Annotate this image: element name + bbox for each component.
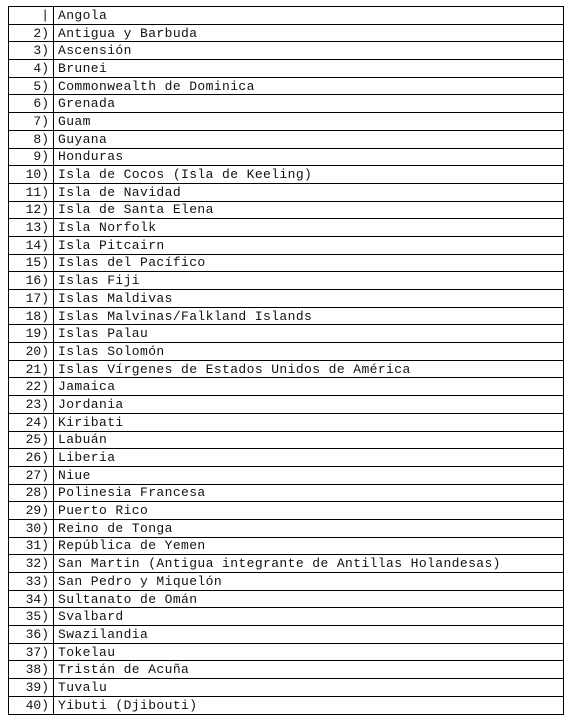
row-number: 16): [9, 272, 54, 290]
territory-name: Antigua y Barbuda: [54, 24, 564, 42]
territory-name: San Pedro y Miquelón: [54, 573, 564, 591]
row-number: 29): [9, 502, 54, 520]
table-row: [9, 95, 564, 113]
row-number: 5): [9, 77, 54, 95]
territory-name: Islas Palau: [54, 325, 564, 343]
table-row: [9, 183, 564, 201]
territory-name: Puerto Rico: [54, 502, 564, 520]
table-row: [9, 130, 564, 148]
territory-name: Isla Norfolk: [54, 219, 564, 237]
territory-name: Isla de Cocos (Isla de Keeling): [54, 166, 564, 184]
territory-name: Isla de Navidad: [54, 183, 564, 201]
territory-name: Islas Solomón: [54, 343, 564, 361]
table-row: [9, 696, 564, 714]
row-number: 39): [9, 679, 54, 697]
table-row: [9, 502, 564, 520]
territory-name: Isla Pitcairn: [54, 236, 564, 254]
territory-name: Angola: [54, 7, 564, 25]
row-number: 26): [9, 449, 54, 467]
table-row: [9, 396, 564, 414]
table-row: [9, 254, 564, 272]
table-row: [9, 60, 564, 78]
row-number: 30): [9, 519, 54, 537]
row-number: 17): [9, 290, 54, 308]
territory-name: Swazilandia: [54, 626, 564, 644]
table-row: [9, 537, 564, 555]
table-row: [9, 236, 564, 254]
table-row: [9, 590, 564, 608]
territory-name: Yibuti (Djibouti): [54, 696, 564, 714]
table-row: [9, 325, 564, 343]
territory-name: Islas del Pacífico: [54, 254, 564, 272]
row-number: 14): [9, 236, 54, 254]
row-number: 21): [9, 360, 54, 378]
territory-name: Jamaica: [54, 378, 564, 396]
table-row: [9, 77, 564, 95]
row-number: 40): [9, 696, 54, 714]
territory-name: Guam: [54, 113, 564, 131]
table-row: [9, 484, 564, 502]
table-row: [9, 42, 564, 60]
row-number: 4): [9, 60, 54, 78]
row-number: 9): [9, 148, 54, 166]
territory-name: Ascensión: [54, 42, 564, 60]
table-row: [9, 431, 564, 449]
row-number: 6): [9, 95, 54, 113]
table-row: [9, 24, 564, 42]
table-row: [9, 643, 564, 661]
table-row: [9, 413, 564, 431]
territory-name: Brunei: [54, 60, 564, 78]
table-row: [9, 608, 564, 626]
row-number: 34): [9, 590, 54, 608]
table-row: [9, 166, 564, 184]
row-number: 15): [9, 254, 54, 272]
row-number: 32): [9, 555, 54, 573]
row-number: 8): [9, 130, 54, 148]
territory-name: Sultanato de Omán: [54, 590, 564, 608]
table-row: [9, 378, 564, 396]
territory-name: Niue: [54, 466, 564, 484]
table-row: [9, 555, 564, 573]
territory-name: Islas Maldivas: [54, 290, 564, 308]
row-number: 19): [9, 325, 54, 343]
row-number: 38): [9, 661, 54, 679]
row-number: 35): [9, 608, 54, 626]
territory-name: Polinesia Francesa: [54, 484, 564, 502]
territory-name: Commonwealth de Dominica: [54, 77, 564, 95]
table-row: [9, 272, 564, 290]
territory-name: Tuvalu: [54, 679, 564, 697]
row-number: 3): [9, 42, 54, 60]
row-number: 36): [9, 626, 54, 644]
row-number: 11): [9, 183, 54, 201]
table-row: [9, 219, 564, 237]
row-number: 20): [9, 343, 54, 361]
territories-table: [8, 6, 564, 715]
row-number: 18): [9, 307, 54, 325]
territory-name: Svalbard: [54, 608, 564, 626]
row-number: 7): [9, 113, 54, 131]
table-row: [9, 626, 564, 644]
table-row: [9, 573, 564, 591]
territory-name: Honduras: [54, 148, 564, 166]
row-number: 24): [9, 413, 54, 431]
territory-name: Tokelau: [54, 643, 564, 661]
row-number: |: [9, 7, 54, 25]
territory-name: Guyana: [54, 130, 564, 148]
table-row: [9, 307, 564, 325]
row-number: 22): [9, 378, 54, 396]
territory-name: Kiribati: [54, 413, 564, 431]
table-row: [9, 201, 564, 219]
territory-name: República de Yemen: [54, 537, 564, 555]
row-number: 28): [9, 484, 54, 502]
row-number: 31): [9, 537, 54, 555]
table-row: [9, 449, 564, 467]
territory-name: Jordania: [54, 396, 564, 414]
table-row: [9, 290, 564, 308]
table-body: [9, 7, 564, 715]
row-number: 27): [9, 466, 54, 484]
territory-name: Islas Fiji: [54, 272, 564, 290]
territory-name: Reino de Tonga: [54, 519, 564, 537]
row-number: 33): [9, 573, 54, 591]
row-number: 13): [9, 219, 54, 237]
table-row: [9, 661, 564, 679]
territory-name: Labuán: [54, 431, 564, 449]
table-row: [9, 360, 564, 378]
table-row: [9, 343, 564, 361]
territory-name: Liberia: [54, 449, 564, 467]
row-number: 2): [9, 24, 54, 42]
territory-name: Islas Malvinas/Falkland Islands: [54, 307, 564, 325]
table-row: [9, 519, 564, 537]
territory-name: Tristán de Acuña: [54, 661, 564, 679]
row-number: 25): [9, 431, 54, 449]
table-row: [9, 148, 564, 166]
row-number: 12): [9, 201, 54, 219]
row-number: 10): [9, 166, 54, 184]
row-number: 37): [9, 643, 54, 661]
territory-name: Isla de Santa Elena: [54, 201, 564, 219]
territory-name: Islas Vírgenes de Estados Unidos de América: [54, 360, 564, 378]
table-row: [9, 7, 564, 25]
territory-name: San Martin (Antigua integrante de Antillas Holandesas): [54, 555, 564, 573]
table-row: [9, 113, 564, 131]
table-row: [9, 679, 564, 697]
territory-name: Grenada: [54, 95, 564, 113]
row-number: 23): [9, 396, 54, 414]
table-row: [9, 466, 564, 484]
